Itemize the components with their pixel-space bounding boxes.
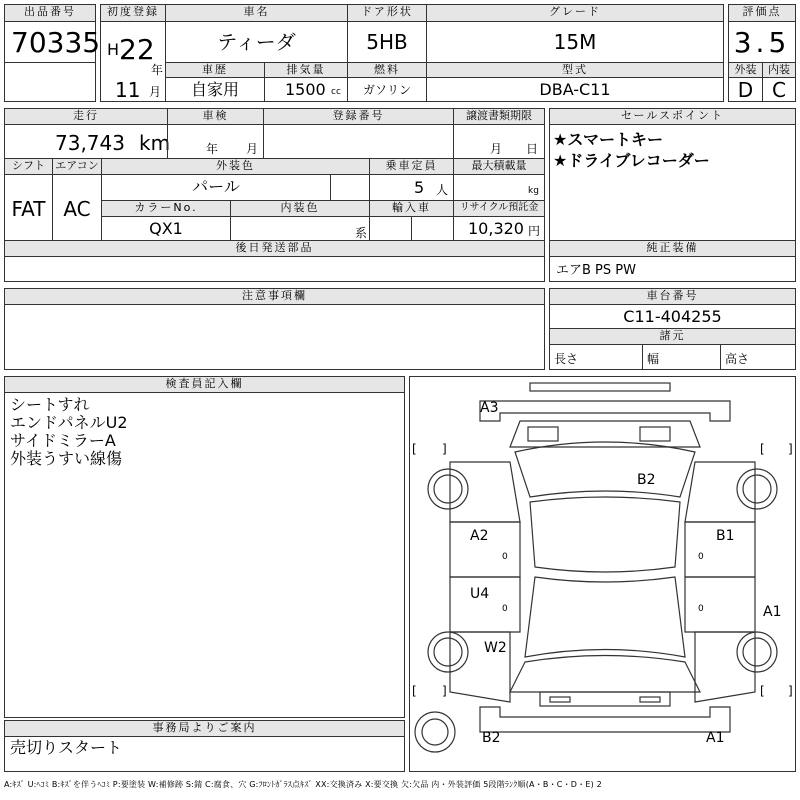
car-name-value: ティーダ xyxy=(217,30,296,54)
color-no-cell xyxy=(101,216,231,241)
bracket-mark: [ xyxy=(412,684,417,698)
lot-no-header: 出品番号 xyxy=(4,4,96,22)
dims-header: 諸元 xyxy=(549,328,796,345)
model-cell xyxy=(426,77,724,102)
reg-no-cell xyxy=(263,124,454,159)
history-value: 自家用 xyxy=(190,80,239,99)
mileage-cell xyxy=(4,124,171,159)
genuine-value: エアB PS PW xyxy=(556,263,636,278)
first-reg-cell xyxy=(100,21,166,102)
inspector-note: エンドパネルU2 xyxy=(10,413,128,432)
office-header: 事務局よりご案内 xyxy=(4,720,405,737)
bracket-mark: [ xyxy=(760,684,765,698)
score-value: 3.5 xyxy=(733,26,791,59)
capacity-header: 乗車定員 xyxy=(369,158,454,175)
inspection-header: 車検 xyxy=(167,108,264,125)
length-cell xyxy=(549,344,643,370)
office-value: 売切りスタート xyxy=(10,738,123,757)
inspector-cell xyxy=(4,392,405,718)
transfer-cell xyxy=(453,124,545,159)
genuine-cell xyxy=(549,256,796,282)
later-parts-cell xyxy=(4,256,545,282)
mileage-value: 73,743 xyxy=(55,131,125,155)
score-cell xyxy=(728,21,796,63)
reg-year-unit: 年 xyxy=(151,63,164,77)
later-parts-header: 後日発送部品 xyxy=(4,240,545,257)
inspection-cell xyxy=(167,124,264,159)
mileage-header: 走行 xyxy=(4,108,168,125)
history-cell xyxy=(165,77,265,102)
inspector-note: 外装うすい線傷 xyxy=(10,449,123,468)
mileage-unit: km xyxy=(139,131,171,155)
reg-no-header: 登録番号 xyxy=(263,108,454,125)
chassis-header: 車台番号 xyxy=(549,288,796,305)
displacement-header: 排気量 xyxy=(264,62,348,78)
width-cell xyxy=(642,344,721,370)
inspection-month-unit: 月 xyxy=(246,142,259,156)
import-cell-a xyxy=(369,216,412,241)
transfer-day-unit: 日 xyxy=(526,142,539,156)
chassis-value: C11-404255 xyxy=(623,307,722,326)
damage-mark: A1 xyxy=(763,604,782,620)
length-label: 長さ xyxy=(554,352,579,366)
recycle-cell xyxy=(453,216,545,241)
reg-era: H xyxy=(107,40,120,59)
interior-value: C xyxy=(772,78,786,102)
zero-mark: 0 xyxy=(502,552,508,562)
height-label: 高さ xyxy=(725,352,750,366)
displacement-cell xyxy=(264,77,348,102)
grade-value: 15M xyxy=(553,30,597,54)
bracket-mark: [ xyxy=(760,442,765,456)
transfer-month-unit: 月 xyxy=(490,142,503,156)
sales-point-item: ★ドライブレコーダー xyxy=(553,151,710,170)
aircon-cell xyxy=(52,174,102,241)
zero-mark: 0 xyxy=(698,604,704,614)
ext-color-header: 外装色 xyxy=(101,158,370,175)
import-cell-b xyxy=(411,216,454,241)
color-no-header: カラーNo. xyxy=(101,200,231,217)
notes-header: 注意事項欄 xyxy=(4,288,545,305)
reg-month-unit: 月 xyxy=(149,85,162,99)
color-no-value: QX1 xyxy=(149,219,183,238)
capacity-unit: 人 xyxy=(436,183,449,197)
damage-mark: U4 xyxy=(470,586,490,602)
exterior-cell xyxy=(728,77,763,102)
genuine-header: 純正装備 xyxy=(549,240,796,257)
max-load-header: 最大積載量 xyxy=(453,158,545,175)
import-header: 輸入車 xyxy=(369,200,454,217)
grade-header: グレード xyxy=(426,4,724,22)
width-label: 幅 xyxy=(647,352,660,366)
capacity-cell xyxy=(369,174,454,201)
inspector-note: サイドミラーA xyxy=(10,431,116,450)
office-cell xyxy=(4,736,405,772)
fuel-cell xyxy=(347,77,427,102)
damage-mark: W2 xyxy=(484,640,507,656)
bracket-mark: ] xyxy=(788,442,793,456)
inspection-year-unit: 年 xyxy=(206,142,219,156)
damage-mark: A2 xyxy=(470,528,489,544)
displacement-value: 1500 xyxy=(285,80,326,99)
door-cell xyxy=(347,21,427,63)
shift-cell xyxy=(4,174,53,241)
max-load-cell xyxy=(453,174,545,201)
door-value: 5HB xyxy=(366,30,408,54)
reg-month: 11 xyxy=(115,78,141,102)
exterior-header: 外装 xyxy=(728,62,763,78)
lot-no-value: 70335 xyxy=(11,26,101,59)
recycle-header: リサイクル預託金 xyxy=(453,200,545,217)
int-color-header: 内装色 xyxy=(230,200,370,217)
bracket-mark: [ xyxy=(412,442,417,456)
damage-mark: B2 xyxy=(637,472,656,488)
height-cell xyxy=(720,344,796,370)
first-reg-header: 初度登録 xyxy=(100,4,166,22)
grade-cell xyxy=(426,21,724,63)
damage-mark: B1 xyxy=(716,528,735,544)
bracket-mark: ] xyxy=(788,684,793,698)
damage-mark: A3 xyxy=(480,400,499,416)
inspector-header: 検査員記入欄 xyxy=(4,376,405,393)
int-color-unit: 系 xyxy=(355,226,368,240)
history-header: 車歴 xyxy=(165,62,265,78)
recycle-unit: 円 xyxy=(528,224,541,238)
zero-mark: 0 xyxy=(502,604,508,614)
inspector-note: シートすれ xyxy=(10,395,90,414)
ext-color-cell xyxy=(101,174,331,201)
aircon-header: エアコン xyxy=(52,158,102,175)
lot-no-cell xyxy=(4,21,101,63)
shift-header: シフト xyxy=(4,158,53,175)
car-diagram xyxy=(409,376,796,772)
bracket-mark: ] xyxy=(442,684,447,698)
max-load-unit: kg xyxy=(528,186,539,196)
fuel-value: ガソリン xyxy=(362,83,411,97)
reg-year: 22 xyxy=(119,33,155,66)
ext-color-extra xyxy=(330,174,370,201)
chassis-cell xyxy=(549,304,796,329)
interior-cell xyxy=(762,77,796,102)
fuel-header: 燃料 xyxy=(347,62,427,78)
car-name-cell xyxy=(165,21,348,63)
ext-color-value: パール xyxy=(192,177,240,196)
door-header: ドア形状 xyxy=(347,4,427,22)
lot-no-blank xyxy=(4,62,96,102)
transfer-header: 譲渡書類期限 xyxy=(453,108,545,125)
aircon-value: AC xyxy=(63,197,91,221)
sales-point-header: セールスポイント xyxy=(549,108,796,125)
model-header: 型式 xyxy=(426,62,724,78)
interior-header: 内装 xyxy=(762,62,796,78)
displacement-unit: cc xyxy=(331,87,341,97)
capacity-value: 5 xyxy=(414,178,425,197)
model-value: DBA-C11 xyxy=(539,80,611,99)
car-name-header: 車名 xyxy=(165,4,348,22)
score-header: 評価点 xyxy=(728,4,796,22)
bracket-mark: ] xyxy=(442,442,447,456)
zero-mark: 0 xyxy=(698,552,704,562)
recycle-value: 10,320 xyxy=(468,219,524,238)
sales-point-cell xyxy=(549,124,796,241)
sales-point-item: ★スマートキー xyxy=(553,130,664,149)
notes-cell xyxy=(4,304,545,370)
damage-mark: B2 xyxy=(482,730,501,746)
damage-mark: A1 xyxy=(706,730,725,746)
legend-text: A:ｷｽﾞ U:ﾍｺﾐ B:ｷｽﾞを伴うﾍｺﾐ P:要塗装 W:補修跡 S:錆 C:腐食、穴 G:ﾌﾛﾝﾄｶﾞﾗｽ点ｷｽﾞ XX:交換済み X:要交換 欠:欠品 内・外装評価 5段階ﾗﾝｸ順(A・B・C・D・E) 2 xyxy=(4,780,602,789)
exterior-value: D xyxy=(737,78,754,102)
shift-value: FAT xyxy=(11,197,46,221)
int-color-cell xyxy=(230,216,370,241)
